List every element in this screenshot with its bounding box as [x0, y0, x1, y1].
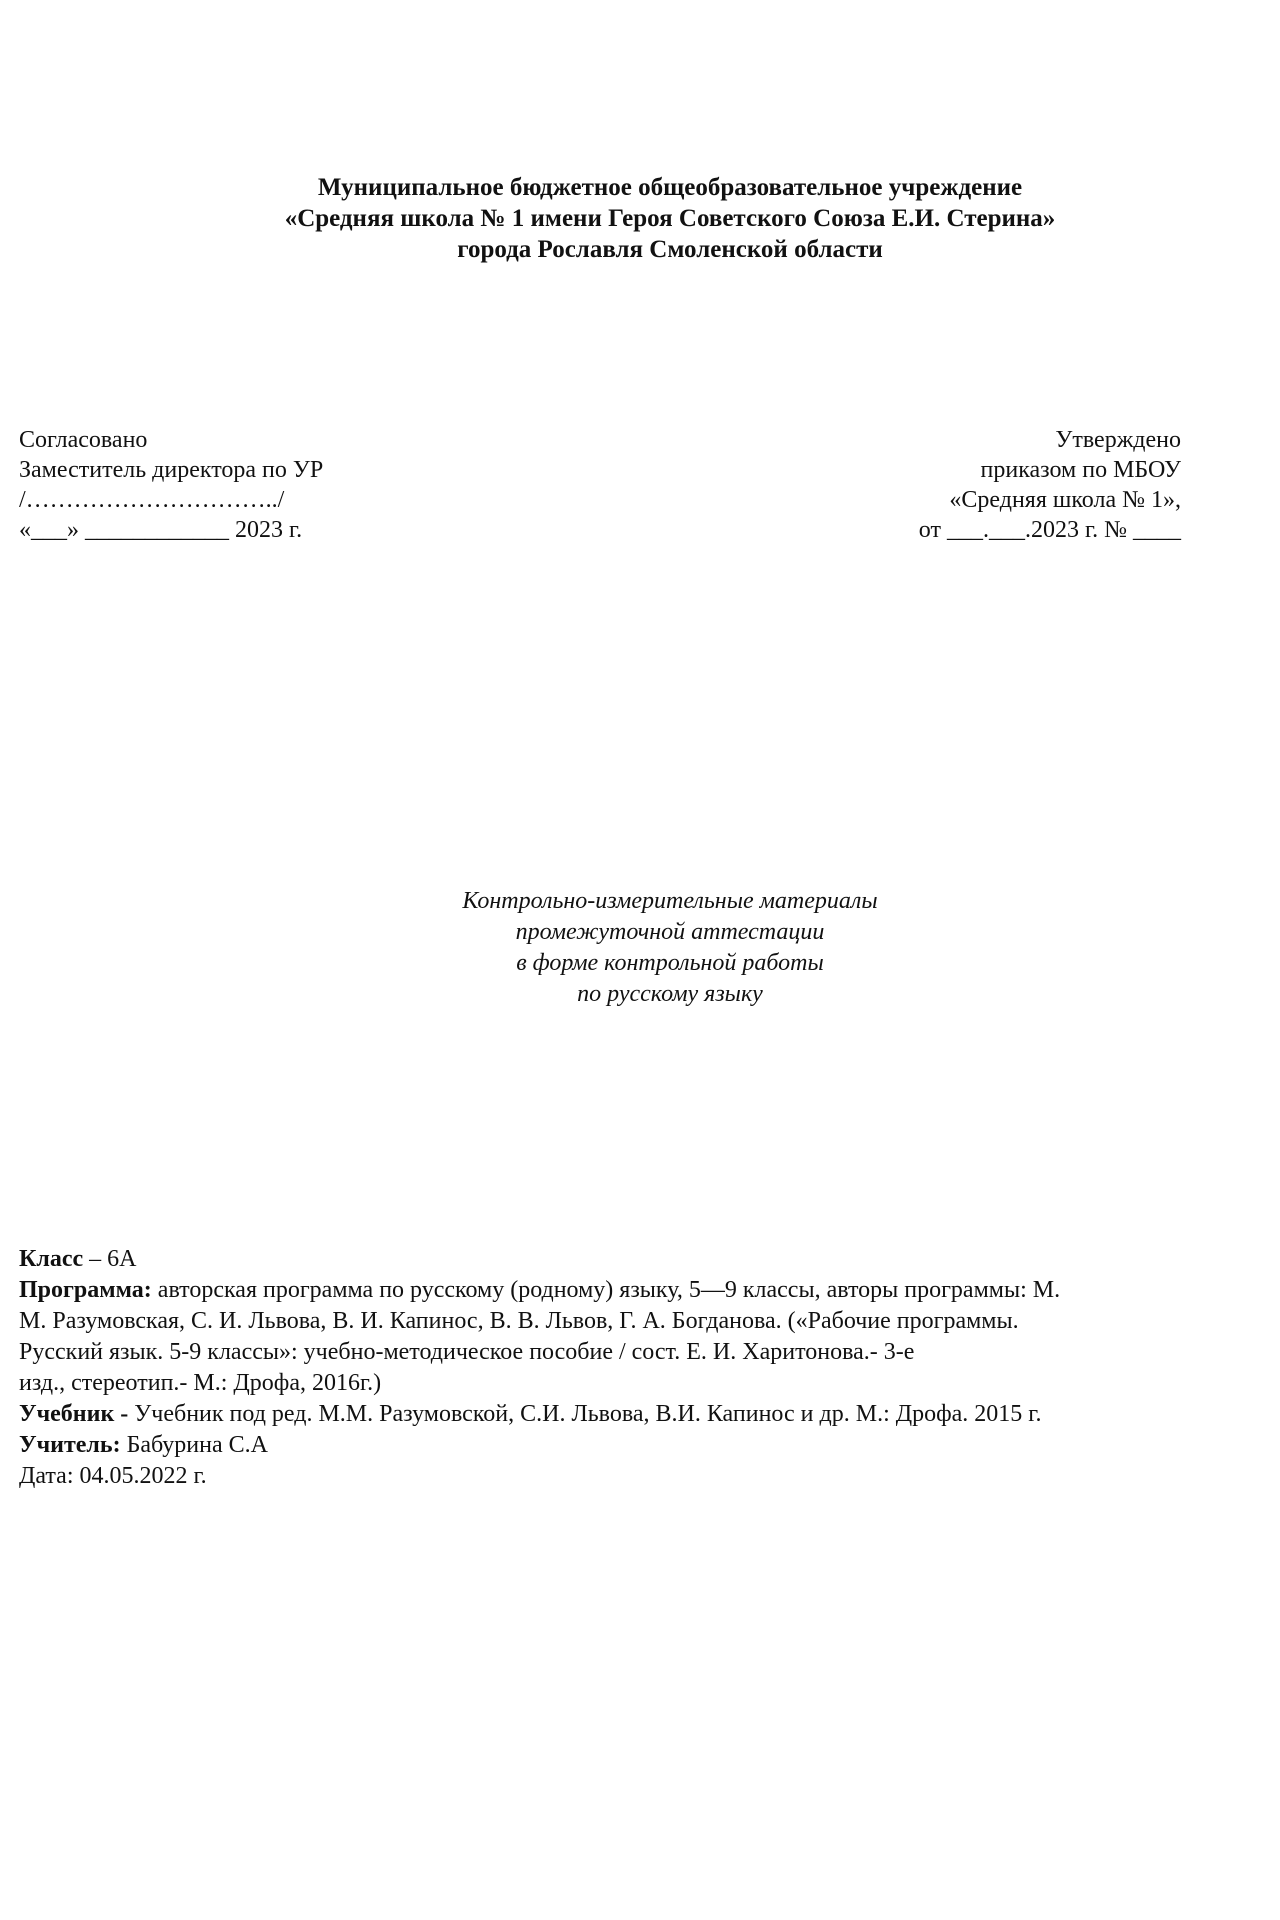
- header-line-3: города Рославля Смоленской области: [457, 236, 883, 263]
- approved-date-line: от ___.___.2023 г. № ____: [918, 517, 1181, 543]
- agreed-title: Согласовано: [19, 427, 148, 453]
- class-label: Класс: [19, 1246, 84, 1272]
- agreed-signature-line: /…………………………../: [19, 487, 285, 513]
- approved-title: Утверждено: [1055, 427, 1181, 453]
- program-text-1: авторская программа по русскому (родному) языку, 5—9 классы, авторы программы: М.: [151, 1277, 1061, 1303]
- agreed-position: Заместитель директора по УР: [19, 457, 324, 483]
- header-line-1: Муниципальное бюджетное общеобразовательное учреждение: [317, 174, 1023, 201]
- agreed-date-line: «___» ____________ 2023 г.: [19, 517, 303, 543]
- title-line-2: промежуточной аттестации: [515, 919, 825, 945]
- title-line-1: Контрольно-измерительные материалы: [462, 888, 878, 914]
- title-line-3: в форме контрольной работы: [516, 950, 824, 976]
- textbook-label: Учебник -: [19, 1401, 129, 1427]
- program-label: Программа:: [19, 1277, 152, 1303]
- teacher-label: Учитель:: [19, 1432, 121, 1458]
- school-header: [0, 172, 1280, 265]
- program-line-3: Русский язык. 5-9 классы»: учебно-методическое пособие / сост. Е. И. Харитонова.- 3-е: [19, 1339, 915, 1365]
- info-block: [19, 1244, 1219, 1492]
- approved-school: «Средняя школа № 1»,: [949, 487, 1181, 513]
- date-line: Дата: 04.05.2022 г.: [19, 1463, 207, 1489]
- document-title: [0, 886, 1280, 1010]
- program-line-1: [19, 1275, 1219, 1306]
- approved-order: приказом по МБОУ: [980, 457, 1181, 483]
- textbook-line: [19, 1399, 1219, 1430]
- header-line-2: «Средняя школа № 1 имени Героя Советского Союза Е.И. Стерина»: [284, 205, 1056, 232]
- textbook-value: Учебник под ред. М.М. Разумовской, С.И. Львова, В.И. Капинос и др. М.: Дрофа. 2015 г.: [128, 1401, 1042, 1427]
- agreed-block: [19, 425, 323, 545]
- title-line-4: по русскому языку: [577, 981, 763, 1007]
- class-line: [19, 1244, 1219, 1275]
- program-line-4: изд., стереотип.- М.: Дрофа, 2016г.): [19, 1370, 382, 1396]
- teacher-value: Бабурина С.А: [120, 1432, 268, 1458]
- program-line-2: М. Разумовская, С. И. Львова, В. И. Капинос, В. В. Львов, Г. А. Богданова. («Рабочие программы.: [19, 1308, 1019, 1334]
- teacher-line: [19, 1430, 1219, 1461]
- class-value: – 6А: [83, 1246, 137, 1272]
- approved-block: [919, 425, 1181, 545]
